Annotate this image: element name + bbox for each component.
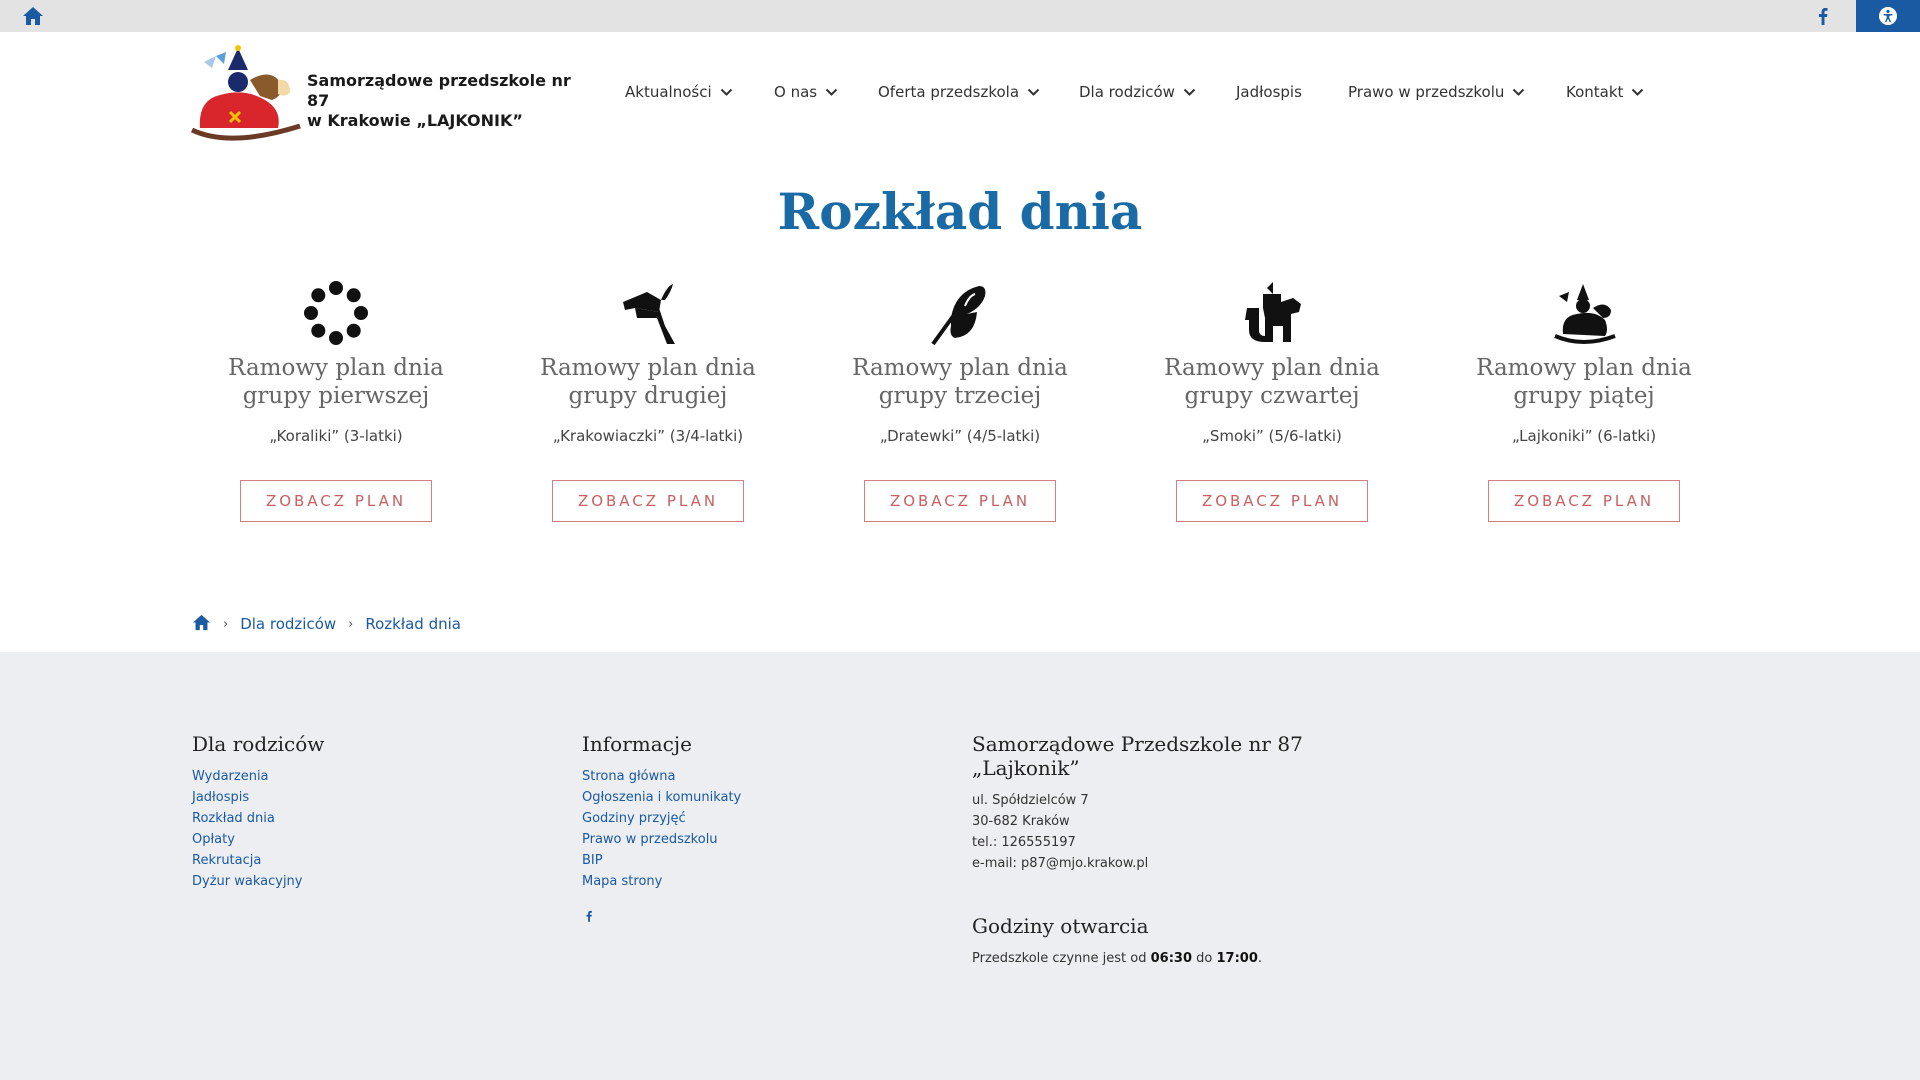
view-plan-button[interactable]: ZOBACZ PLAN — [1176, 480, 1368, 522]
site-name[interactable] — [307, 71, 587, 131]
footer-link[interactable]: Dyżur wakacyjny — [192, 874, 303, 889]
nav-item-aktualnosci[interactable] — [625, 80, 733, 104]
nav-item-label: Jadłospis — [1236, 83, 1302, 101]
card-title-line2: grupy pierwszej — [242, 383, 430, 409]
breadcrumb — [192, 613, 461, 635]
card-title-line1: Ramowy plan dnia — [852, 355, 1068, 381]
site-name-line2: w Krakowie „LAJKONIK” — [307, 111, 523, 130]
breadcrumb-separator: › — [223, 616, 229, 632]
breadcrumb-item-current: Rozkład dnia — [365, 615, 461, 633]
nav-item-label: Prawo w przedszkolu — [1348, 83, 1505, 101]
page-title: Rozkład dnia — [777, 182, 1143, 241]
footer-link[interactable]: Jadłospis — [192, 790, 250, 805]
footer-heading-line2: „Lajkonik” — [972, 756, 1080, 780]
email-line: e-mail: p87@mjo.krakow.pl — [972, 856, 1149, 871]
chevron-down-icon — [825, 88, 838, 97]
nav-item-label: Aktualności — [625, 83, 712, 101]
nav-item-prawo[interactable] — [1348, 80, 1525, 104]
accessibility-button[interactable] — [1856, 0, 1920, 32]
hours-prefix: Przedszkole czynne jest od — [972, 951, 1147, 966]
footer-link[interactable]: Mapa strony — [582, 874, 663, 889]
home-icon[interactable] — [192, 614, 211, 635]
view-plan-button[interactable]: ZOBACZ PLAN — [240, 480, 432, 522]
dragon-icon — [1237, 278, 1307, 348]
hours-mid: do — [1196, 951, 1213, 966]
card-title-line1: Ramowy plan dnia — [1476, 355, 1692, 381]
group-card — [1459, 278, 1709, 522]
home-icon[interactable] — [22, 6, 44, 26]
phone-line: tel.: 126555197 — [972, 835, 1076, 850]
nav-item-label: Oferta przedszkola — [878, 83, 1020, 101]
footer-heading — [972, 732, 1303, 780]
footer-link[interactable]: Strona główna — [582, 769, 676, 784]
site-name-line1: Samorządowe przedszkole nr 87 — [307, 71, 571, 110]
nav-item-jadlospis[interactable] — [1236, 80, 1302, 104]
view-plan-button[interactable]: ZOBACZ PLAN — [864, 480, 1056, 522]
nav-item-kontakt[interactable] — [1566, 80, 1644, 104]
card-title — [211, 354, 461, 410]
group-card — [523, 278, 773, 522]
breadcrumb-separator: › — [348, 616, 354, 632]
nav-item-label: Kontakt — [1566, 83, 1624, 101]
beads-icon — [301, 278, 371, 348]
footer — [0, 652, 1920, 1080]
card-title — [523, 354, 773, 410]
group-card — [835, 278, 1085, 522]
hours-suffix: . — [1257, 951, 1263, 966]
feather-icon — [925, 278, 995, 348]
footer-link[interactable]: Rozkład dnia — [192, 811, 275, 826]
card-title-line2: grupy drugiej — [568, 383, 728, 409]
breadcrumb-item-dla-rodzicow[interactable]: Dla rodziców — [240, 615, 337, 633]
nav-item-o-nas[interactable] — [774, 80, 838, 104]
card-subtitle: „Dratewki” (4/5-latki) — [879, 427, 1041, 445]
opening-hours-heading: Godziny otwarcia — [972, 914, 1149, 938]
footer-link[interactable]: Opłaty — [192, 832, 235, 847]
footer-link[interactable]: BIP — [582, 853, 603, 868]
chevron-down-icon — [1027, 88, 1040, 97]
card-title-line1: Ramowy plan dnia — [540, 355, 756, 381]
chevron-down-icon — [1183, 88, 1196, 97]
card-title-line1: Ramowy plan dnia — [228, 355, 444, 381]
card-subtitle: „Smoki” (5/6-latki) — [1202, 427, 1342, 445]
nav-item-dla-rodzicow[interactable] — [1079, 80, 1196, 104]
group-card — [1147, 278, 1397, 522]
card-title — [1147, 354, 1397, 410]
footer-col-info — [582, 732, 741, 928]
footer-link[interactable]: Wydarzenia — [192, 769, 269, 784]
card-subtitle: „Koraliki” (3-latki) — [269, 427, 403, 445]
footer-heading: Informacje — [582, 732, 692, 756]
chevron-down-icon — [1631, 88, 1644, 97]
facebook-icon[interactable] — [1812, 5, 1834, 27]
nav-item-label: Dla rodziców — [1079, 83, 1175, 101]
nav-item-oferta[interactable] — [878, 80, 1040, 104]
view-plan-button[interactable]: ZOBACZ PLAN — [552, 480, 744, 522]
hours-from: 06:30 — [1150, 951, 1193, 966]
footer-link[interactable]: Prawo w przedszkolu — [582, 832, 718, 847]
card-title-line2: grupy piątej — [1513, 383, 1655, 409]
footer-link[interactable]: Godziny przyjęć — [582, 811, 686, 826]
chevron-down-icon — [1512, 88, 1525, 97]
card-title — [835, 354, 1085, 410]
chevron-down-icon — [720, 88, 733, 97]
krakow-hat-icon — [613, 278, 683, 348]
opening-hours-text — [972, 948, 1303, 969]
card-title — [1459, 354, 1709, 410]
card-title-line2: grupy trzeciej — [878, 383, 1042, 409]
card-subtitle: „Krakowiaczki” (3/4-latki) — [552, 427, 744, 445]
address-line: ul. Spółdzielców 7 — [972, 793, 1089, 808]
footer-col-contact — [972, 732, 1303, 969]
footer-heading: Dla rodziców — [192, 732, 325, 756]
accessibility-icon — [1878, 6, 1898, 26]
top-bar — [0, 0, 1920, 32]
footer-link[interactable]: Rekrutacja — [192, 853, 262, 868]
footer-col-parents — [192, 732, 324, 892]
facebook-icon[interactable] — [582, 892, 741, 928]
view-plan-button[interactable]: ZOBACZ PLAN — [1488, 480, 1680, 522]
card-title-line2: grupy czwartej — [1184, 383, 1360, 409]
nav-item-label: O nas — [774, 83, 818, 101]
footer-heading-line1: Samorządowe Przedszkole nr 87 — [972, 732, 1303, 756]
group-card — [211, 278, 461, 522]
hours-to: 17:00 — [1216, 951, 1258, 966]
card-subtitle: „Lajkoniki” (6-latki) — [1511, 427, 1657, 445]
lajkonik-icon — [1549, 278, 1619, 348]
card-title-line1: Ramowy plan dnia — [1164, 355, 1380, 381]
address-line: 30-682 Kraków — [972, 814, 1070, 829]
footer-link[interactable]: Ogłoszenia i komunikaty — [582, 790, 742, 805]
site-logo[interactable] — [190, 40, 304, 144]
